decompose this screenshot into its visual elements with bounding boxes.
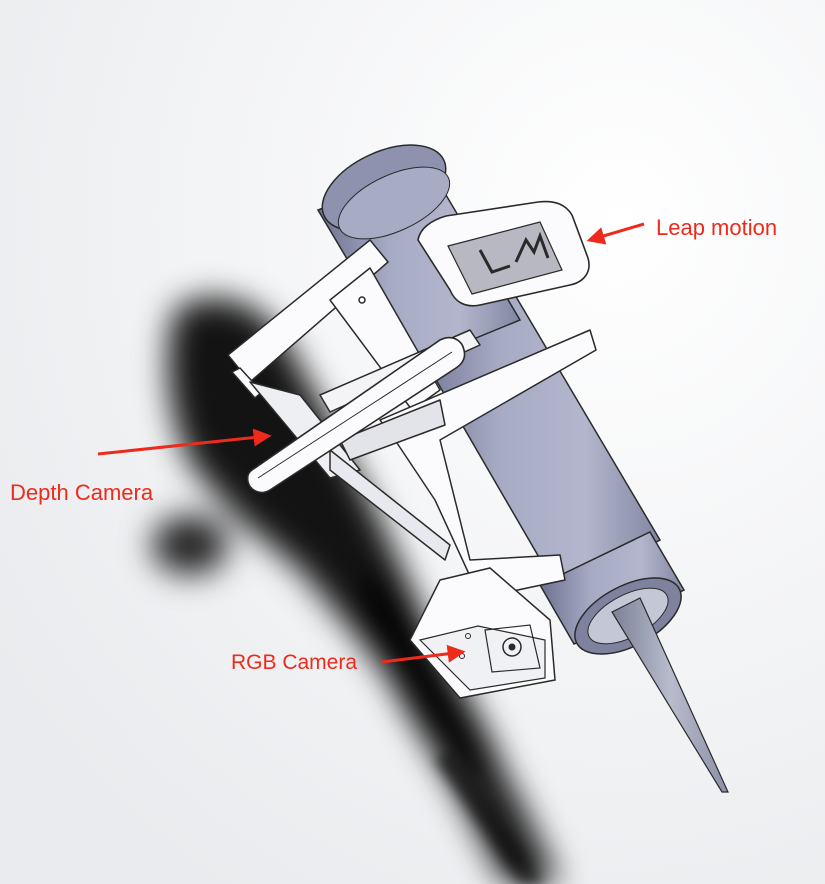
label-depth-camera: Depth Camera (10, 480, 154, 505)
leap-motion-logo: LM (505, 272, 507, 273)
label-rgb-camera: RGB Camera (231, 651, 358, 674)
label-leap-motion: Leap motion (656, 215, 778, 240)
